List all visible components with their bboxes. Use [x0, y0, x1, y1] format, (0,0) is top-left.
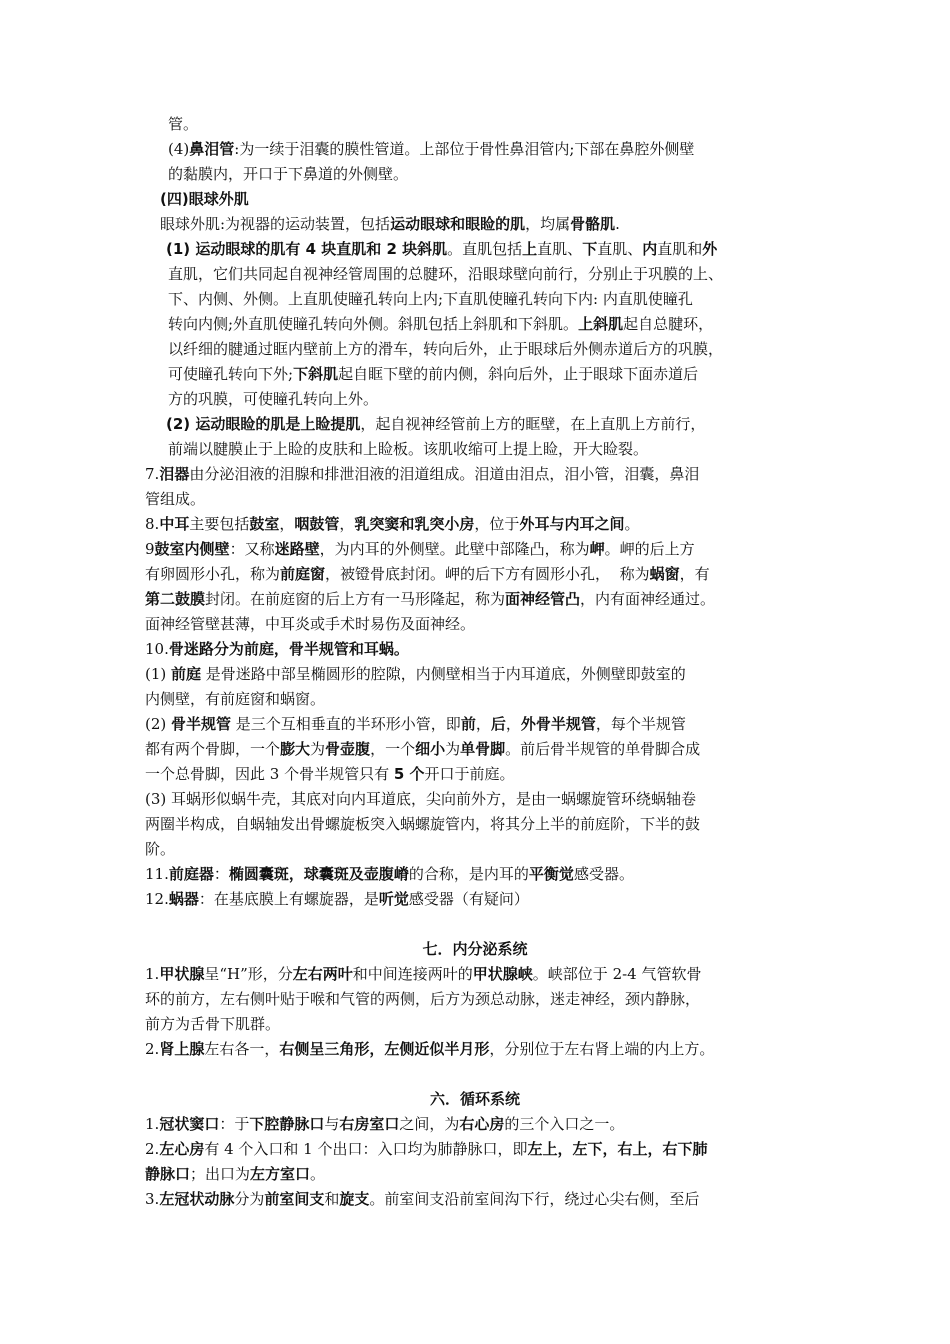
text-run: 内侧壁，有前庭窗和蜗窗。 — [145, 690, 326, 708]
text-run: 。 — [624, 515, 640, 533]
text-run: :为一续于泪囊的膜性管道。上部位于骨性鼻泪管内;下部在鼻腔外侧壁 — [234, 140, 695, 158]
bold-term: 左右两叶 — [292, 965, 353, 983]
text-run: ：于 — [219, 1115, 250, 1133]
text-run: 阶。 — [145, 840, 176, 858]
bold-term: 下 — [582, 240, 598, 258]
text-run: 以纤细的腱通过眶内壁前上方的滑车，转向后外，止于眼球后外侧赤道后方的巩膜， — [168, 340, 724, 358]
text-run: 3. — [145, 1190, 160, 1208]
text-run: ， — [505, 715, 521, 733]
text-line — [145, 1163, 325, 1185]
text-run: (4) — [168, 140, 190, 158]
text-run: 之间，为 — [399, 1115, 460, 1133]
text-line — [168, 288, 693, 310]
text-line — [168, 113, 198, 135]
text-run: 为 — [310, 740, 326, 758]
bold-term: 鼓室内侧壁 — [154, 540, 230, 558]
text-run: ，一个 — [370, 740, 416, 758]
text-run: 呈“H”形，分 — [204, 965, 293, 983]
text-line — [168, 363, 698, 385]
text-run: 8. — [145, 515, 160, 533]
text-line — [166, 413, 705, 435]
bold-term: 泪器 — [159, 465, 190, 483]
bold-term: 骨壶腹 — [325, 740, 371, 758]
text-run: ，为内耳的外侧壁。此壁中部隆凸，称为 — [319, 540, 590, 558]
bold-term: 下斜肌 — [293, 365, 339, 383]
text-line — [168, 388, 378, 410]
text-line — [145, 588, 715, 610]
bold-term: 左心房 — [159, 1140, 205, 1158]
text-run: 都有两个骨脚，一个 — [145, 740, 281, 758]
text-run: 方的巩膜，可使瞳孔转向上外。 — [168, 390, 379, 408]
text-line — [145, 713, 686, 735]
bold-term: 第二鼓膜 — [145, 590, 206, 608]
bold-term: (1) 运动眼球的肌有 4 块直肌和 2 块斜肌 — [166, 240, 448, 258]
bold-term: 后 — [490, 715, 506, 733]
text-run: 主要包括 — [189, 515, 250, 533]
text-line — [166, 238, 717, 260]
text-run: 是骨迷路中部呈椭圆形的腔隙，内侧壁相当于内耳道底，外侧壁即鼓室的 — [201, 665, 686, 683]
bold-term: 外耳与内耳之间 — [519, 515, 625, 533]
text-line — [168, 263, 723, 285]
bold-term: 左方室口 — [250, 1165, 311, 1183]
text-run: 前方为舌骨下肌群。 — [145, 1015, 281, 1033]
text-run: 的三个入口之一。 — [504, 1115, 625, 1133]
bold-term: 前 — [460, 715, 476, 733]
text-line — [168, 138, 694, 160]
text-run: ，位于 — [474, 515, 520, 533]
bold-term: 听觉 — [378, 890, 409, 908]
text-line — [145, 838, 175, 860]
bold-term: 膨大 — [280, 740, 311, 758]
text-line — [145, 963, 702, 985]
bold-term: 右房室口 — [339, 1115, 400, 1133]
bold-term: 迷路壁 — [274, 540, 320, 558]
text-run: 。前后骨半规管的单骨脚合成 — [505, 740, 701, 758]
text-line — [168, 163, 408, 185]
text-run: (3) 耳蜗形似蜗牛壳，其底对向内耳道底，尖向前外方，是由一蜗螺旋管环绕蜗轴卷 — [145, 790, 697, 808]
bold-term: 平衡觉 — [528, 865, 574, 883]
bold-term: 甲状腺峡 — [472, 965, 533, 983]
text-run: 。直肌包括 — [447, 240, 523, 258]
text-run: 直肌，它们共同起自视神经管周围的总腱环，沿眼球壁向前行，分别止于巩膜的上、 — [168, 265, 724, 283]
text-run: 环的前方，左右侧叶贴于喉和气管的两侧，后方为颈总动脉，迷走神经，颈内静脉， — [145, 990, 701, 1008]
text-run: (1) — [145, 665, 172, 683]
text-line — [145, 638, 409, 660]
text-line — [145, 1113, 624, 1135]
text-run: 10. — [145, 640, 169, 658]
bold-term: 岬 — [589, 540, 605, 558]
text-line — [145, 888, 529, 910]
text-run: 有卵圆形小孔，称为 — [145, 565, 281, 583]
text-run: 为 — [445, 740, 461, 758]
text-run: ，分别位于左右肾上端的内上方。 — [489, 1040, 715, 1058]
text-run: 两圈半构成，自蜗轴发出骨螺旋板突入蜗螺旋管内，将其分上半的前庭阶，下半的鼓 — [145, 815, 701, 833]
text-line — [168, 338, 723, 360]
bold-term: 下腔静脉口 — [249, 1115, 325, 1133]
text-run: 一个总骨脚，因此 3 个骨半规管只有 — [145, 765, 394, 783]
bold-term: 左冠状动脉 — [159, 1190, 235, 1208]
bold-term: 蜗窗 — [649, 565, 680, 583]
text-run: 直肌和 — [657, 240, 703, 258]
text-run: 1. — [145, 965, 160, 983]
text-run: 管。 — [168, 115, 199, 133]
text-run: ： — [213, 865, 229, 883]
text-line — [145, 513, 639, 535]
bold-term: 静脉口 — [145, 1165, 191, 1183]
text-run: 的合称，是内耳的 — [408, 865, 529, 883]
bold-term: 骨迷路分为前庭，骨半规管和耳蜗。 — [168, 640, 409, 658]
text-line — [145, 1013, 280, 1035]
bold-term: 肾上腺 — [159, 1040, 205, 1058]
bold-term: 上斜肌 — [578, 315, 624, 333]
text-run: 起自总腱环， — [623, 315, 714, 333]
bold-term: 左上，左下，右上，右下肺 — [527, 1140, 708, 1158]
bold-term: (四)眼球外肌 — [160, 190, 249, 208]
bold-term: 面神经管凸 — [505, 590, 581, 608]
text-run: 。峡部位于 2-4 气管软骨 — [532, 965, 702, 983]
text-run: 分为 — [234, 1190, 265, 1208]
text-line — [145, 563, 710, 585]
text-run: ；出口为 — [190, 1165, 251, 1183]
text-run: 下、内侧、外侧。上直肌使瞳孔转向上内;下直肌使瞳孔转向下内: 内直肌使瞳孔 — [168, 290, 693, 308]
text-line — [145, 538, 695, 560]
text-line — [168, 438, 648, 460]
bold-term: 内 — [642, 240, 658, 258]
text-run: 面神经管壁甚薄，中耳炎或手术时易伤及面神经。 — [145, 615, 476, 633]
text-run: 感受器（有疑问） — [408, 890, 529, 908]
text-line — [160, 213, 620, 235]
bold-term: 旋支 — [339, 1190, 370, 1208]
text-line — [145, 688, 325, 710]
bold-term: 蜗器 — [168, 890, 199, 908]
text-run: 9 — [145, 540, 155, 558]
text-run: 7. — [145, 465, 160, 483]
bold-term: 鼻泪管 — [189, 140, 235, 158]
text-line — [145, 463, 699, 485]
bold-term: 咽鼓管 — [294, 515, 340, 533]
bold-term: 5 个 — [393, 765, 425, 783]
text-line — [145, 613, 475, 635]
bold-term: 鼓室 — [249, 515, 280, 533]
text-run: 可使瞳孔转向下外; — [168, 365, 294, 383]
bold-term: 上 — [522, 240, 538, 258]
text-run: ，每个半规管 — [595, 715, 686, 733]
text-line — [145, 738, 700, 760]
bold-term: 右侧呈三角形，左侧近似半月形 — [279, 1040, 490, 1058]
bold-term: 右心房 — [459, 1115, 505, 1133]
text-run: 封闭。在前庭窗的后上方有一马形隆起，称为 — [205, 590, 506, 608]
text-run: 直肌、 — [597, 240, 643, 258]
text-line — [145, 1038, 714, 1060]
text-run: 感受器。 — [573, 865, 634, 883]
text-run: ，被镫骨底封闭。岬的后下方有圆形小孔， 称为 — [325, 565, 650, 583]
bold-term: 乳突窦和乳突小房 — [354, 515, 475, 533]
text-run: ， — [339, 515, 355, 533]
text-run: ，内有面神经通过。 — [580, 590, 716, 608]
text-line — [145, 488, 205, 510]
section-heading: 七．内分泌系统 — [422, 940, 528, 958]
text-line — [160, 188, 249, 210]
text-line — [145, 863, 634, 885]
text-run: 和中间连接两叶的 — [352, 965, 473, 983]
bold-term: 外骨半规管 — [520, 715, 596, 733]
text-run: 转向内侧;外直肌使瞳孔转向外侧。斜肌包括上斜肌和下斜肌。 — [168, 315, 579, 333]
bold-term: 单骨脚 — [460, 740, 506, 758]
text-run: 12. — [145, 890, 169, 908]
text-run: 是三个互相垂直的半环形小管，即 — [231, 715, 461, 733]
text-run: 。 — [310, 1165, 326, 1183]
text-run: 眼球外肌:为视器的运动装置，包括 — [160, 215, 391, 233]
text-run: ，有 — [679, 565, 710, 583]
text-run: 的黏膜内，开口于下鼻道的外侧壁。 — [168, 165, 409, 183]
text-run: 有 4 个入口和 1 个出口：入口均为肺静脉口，即 — [204, 1140, 528, 1158]
text-run: 。前室间支沿前室间沟下行，绕过心尖右侧，至后 — [369, 1190, 700, 1208]
bold-term: (2) 运动眼睑的肌是上睑提肌 — [166, 415, 361, 433]
text-run: 左右各一， — [204, 1040, 280, 1058]
text-run: 11. — [145, 865, 169, 883]
text-line — [145, 1138, 708, 1160]
bold-term: 前庭 — [171, 665, 202, 683]
text-line — [145, 788, 696, 810]
text-run: . — [615, 215, 620, 233]
bold-term: 前室间支 — [264, 1190, 325, 1208]
text-run: 2. — [145, 1040, 160, 1058]
text-line — [168, 313, 713, 335]
text-line — [145, 988, 700, 1010]
text-run: ：又称 — [229, 540, 275, 558]
text-run: 。岬的后上方 — [604, 540, 695, 558]
text-run: (2) — [145, 715, 172, 733]
bold-term: 运动眼球和眼睑的肌 — [390, 215, 526, 233]
text-run: 起自眶下壁的前内侧，斜向后外，止于眼球下面赤道后 — [338, 365, 699, 383]
bold-term: 椭圆囊斑，球囊斑及壶腹嵴 — [228, 865, 409, 883]
bold-term: 外 — [702, 240, 718, 258]
bold-term: 中耳 — [159, 515, 190, 533]
text-run: ， — [475, 715, 491, 733]
text-run: 开口于前庭。 — [424, 765, 515, 783]
bold-term: 骨半规管 — [171, 715, 232, 733]
text-line — [145, 813, 700, 835]
bold-term: 前庭器 — [168, 865, 214, 883]
text-run: 由分泌泪液的泪腺和排泄泪液的泪道组成。泪道由泪点，泪小管，泪囊，鼻泪 — [189, 465, 700, 483]
text-run: 前端以腱膜止于上睑的皮肤和上睑板。该肌收缩可上提上睑，开大睑裂。 — [168, 440, 649, 458]
text-run: ，均属 — [525, 215, 571, 233]
text-run: 2. — [145, 1140, 160, 1158]
section-heading: 六．循环系统 — [429, 1090, 520, 1108]
bold-term: 前庭窗 — [280, 565, 326, 583]
text-line — [145, 1188, 699, 1210]
text-run: 与 — [324, 1115, 340, 1133]
text-line — [145, 663, 686, 685]
bold-term: 冠状窦口 — [159, 1115, 220, 1133]
text-line — [145, 763, 515, 785]
text-run: ：在基底膜上有螺旋器，是 — [198, 890, 379, 908]
bold-term: 骨骼肌 — [570, 215, 616, 233]
bold-term: 甲状腺 — [159, 965, 205, 983]
text-run: ， — [279, 515, 295, 533]
text-run: ，起自视神经管前上方的眶壁，在上直肌上方前行， — [360, 415, 706, 433]
bold-term: 细小 — [415, 740, 446, 758]
text-run: 1. — [145, 1115, 160, 1133]
text-run: 直肌、 — [537, 240, 583, 258]
text-run: 管组成。 — [145, 490, 206, 508]
text-run: 和 — [324, 1190, 340, 1208]
